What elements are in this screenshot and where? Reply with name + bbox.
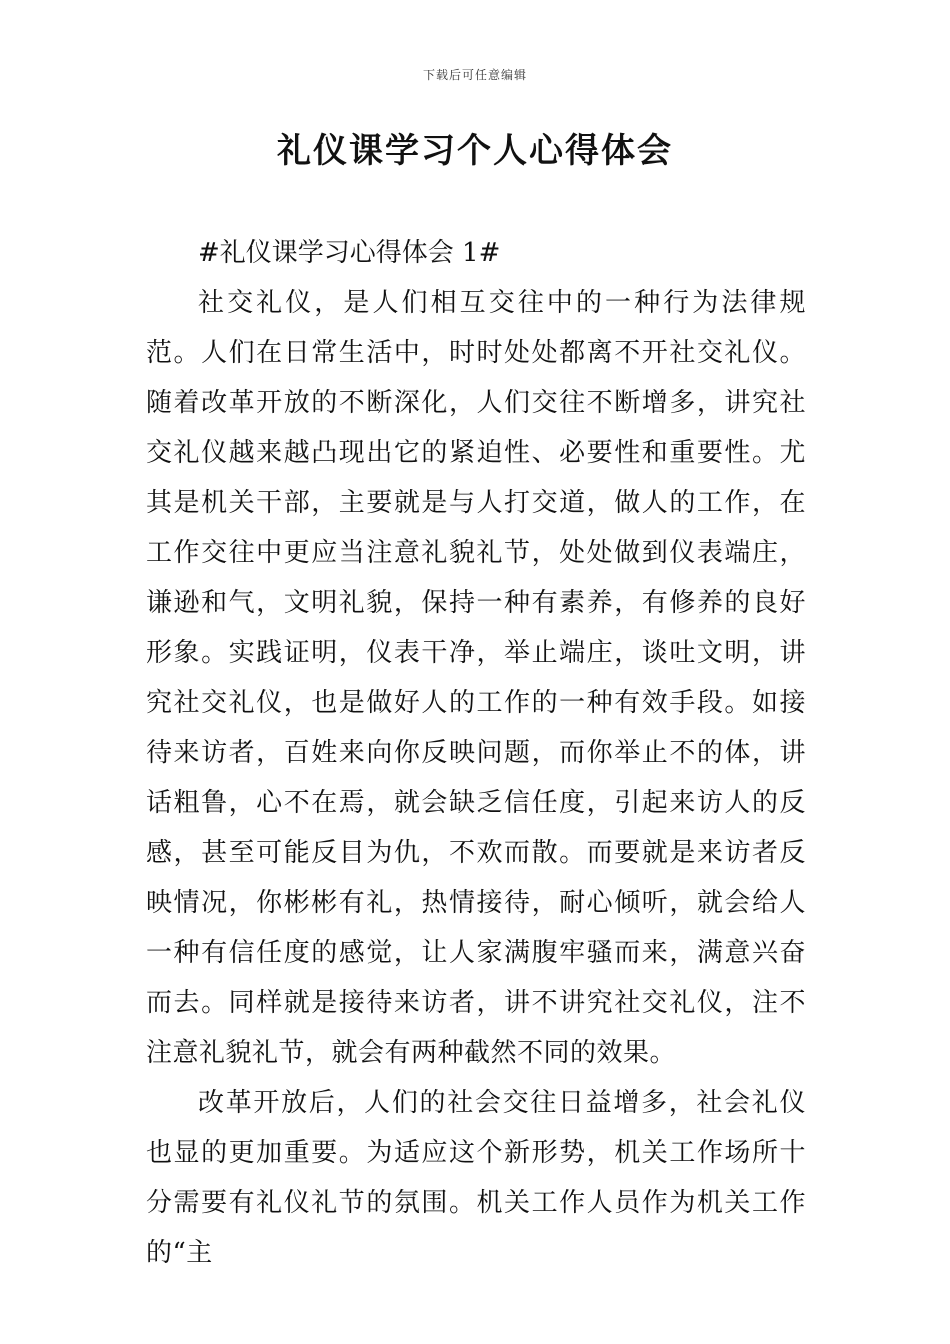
header-note: 下载后可任意编辑	[422, 68, 527, 82]
paragraph-2: 改革开放后，人们的社会交往日益增多，社会礼仪也显的更加重要。为适应这个新形势，机关工作场所十分需要有礼仪礼节的氛围。机关工作人员作为机关工作的“主	[146, 1088, 806, 1268]
paragraph-1: 社交礼仪，是人们相互交往中的一种行为法律规范。人们在日常生活中，时时处处都离不开社交礼仪。随着改革开放的不断深化，人们交往不断增多，讲究社交礼仪越来越凸现出它的紧迫性、必要性和重要性。尤其是机关干部，主要就是与人打交道，做人的工作，在工作交往中更应当注意礼貌礼节，处处做到仪表端庄，谦逊和气，文明礼貌，保持一种有素养，有修养的良好形象。实践证明，仪表干净，举止端庄，谈吐文明，讲究社交礼仪，也是做好人的工作的一种有效手段。如接待来访者，百姓来向你反映问题，而你举止不的体，讲话粗鲁，心不在焉，就会缺乏信任度，引起来访人的反感，甚至可能反目为仇，不欢而散。而要就是来访者反映情况，你彬彬有礼，热情接待，耐心倾听，就会给人一种有信任度的感觉，让人家满腹牢骚而来，满意兴奋而去。同样就是接待来访者，讲不讲究社交礼仪，注不注意礼貌礼节，就会有两种截然不同的效果。	[146, 288, 806, 1068]
document-title: 礼仪课学习个人心得体会	[277, 131, 673, 171]
document-body	[146, 228, 806, 1278]
section-heading: #礼仪课学习心得体会 1#	[198, 238, 501, 268]
